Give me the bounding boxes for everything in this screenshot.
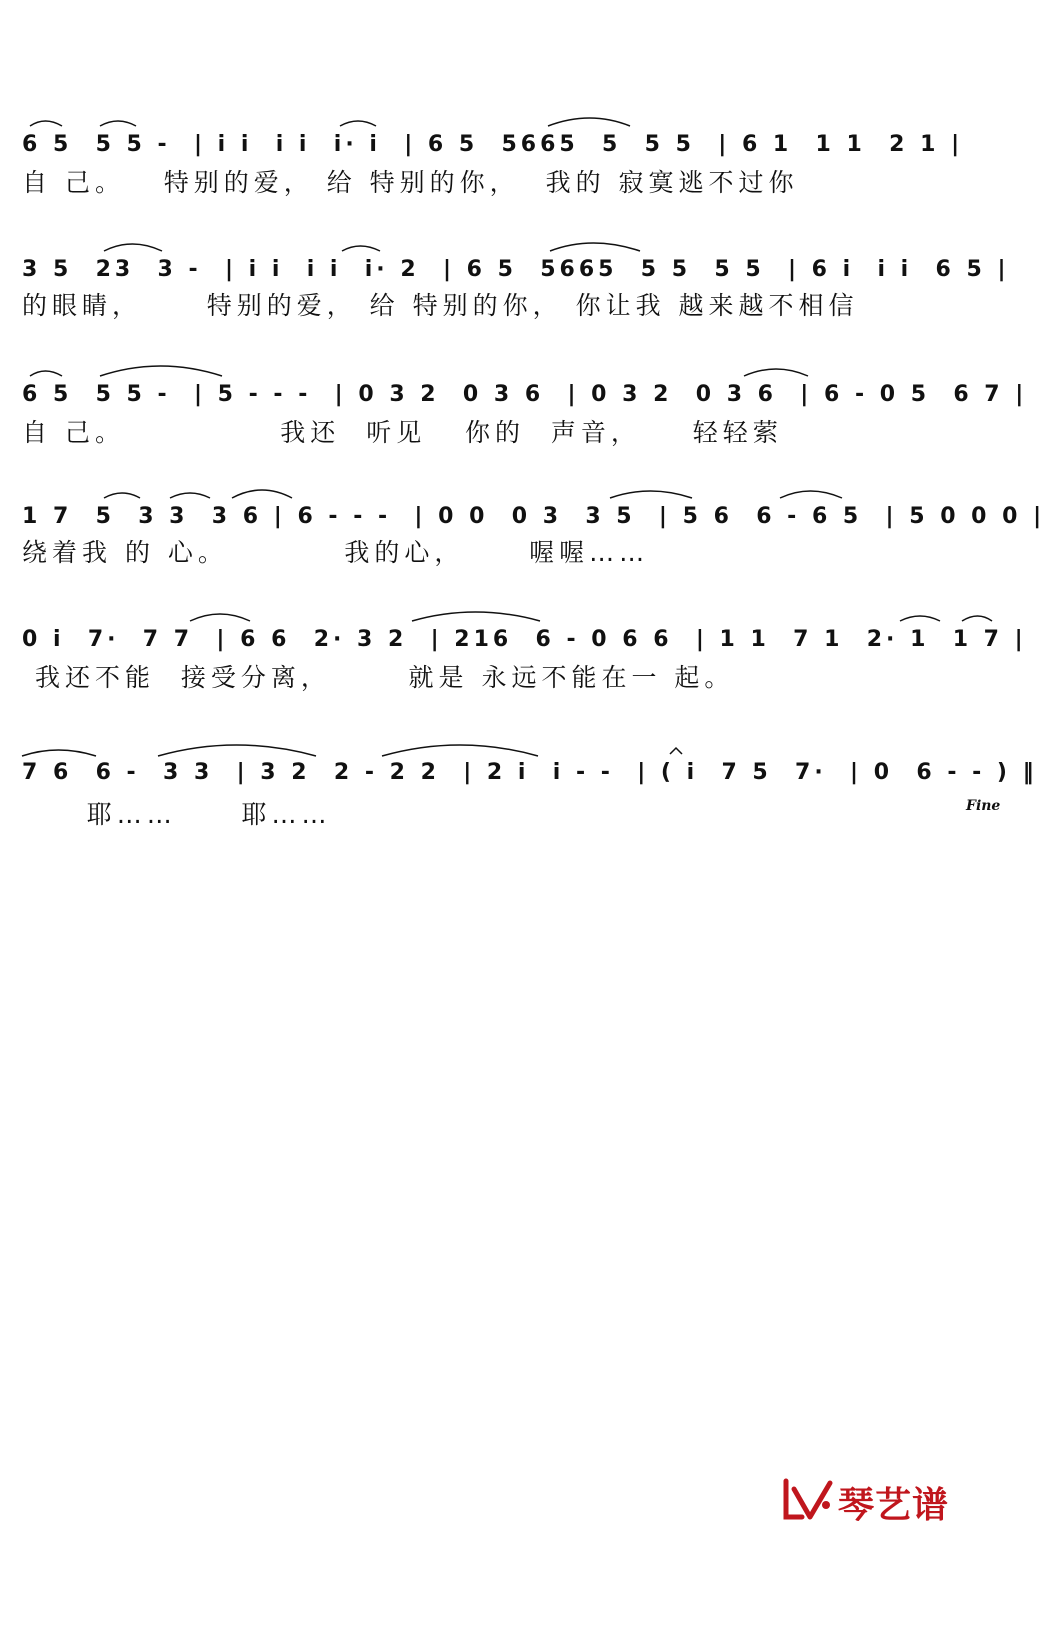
lyrics-line-4: 绕着我 的 心。 我的心， 喔喔…… xyxy=(22,538,650,567)
notes-line-1: 6 5 5 5 - | i i i i i· i | 6 5 5665 5 5 5 | 6 1 1 1 2 1 | xyxy=(22,132,964,157)
slurs-line-5 xyxy=(0,615,1047,705)
lyrics-line-2: 的眼睛， 特别的爱， 给 特别的你， 你让我 越来越不相信 xyxy=(22,291,859,320)
notes-line-3: 6 5 5 5 - | 5 - - - | 0 3 2 0 3 6 | 0 3 2 0 3 6 | 6 - 0 5 6 7 | xyxy=(22,382,1028,407)
lyrics-line-1: 自 己。 特别的爱， 给 特别的你， 我的 寂寞逃不过你 xyxy=(22,168,799,197)
lyrics-line-3: 自 己。 我还 听见 你的 声音， 轻轻萦 xyxy=(22,418,783,447)
watermark-logo xyxy=(780,1475,980,1525)
slurs-line-6 xyxy=(0,740,1047,830)
notes-line-6: 7 6 6 - 3 3 | 3 2 2 - 2 2 | 2 i i - - | ( i 7 5 7· | 0 6 - - ) ‖ xyxy=(22,760,1038,785)
slurs-line-3 xyxy=(0,370,1047,460)
notes-line-4: 1 7 5 3 3 3 6 | 6 - - - | 0 0 0 3 3 5 | 5 6 6 - 6 5 | 5 0 0 0 | xyxy=(22,504,1046,529)
fine-label: Fine xyxy=(966,798,1001,814)
slurs-line-4 xyxy=(0,492,1047,582)
logo-text: 琴艺谱 xyxy=(838,1485,950,1526)
lyrics-line-5: 我还不能 接受分离， 就是 永远不能在一 起。 xyxy=(22,663,735,692)
notes-line-5: 0 i 7· 7 7 | 6 6 2· 3 2 | 216 6 - 0 6 6 | 1 1 7 1 2· 1 1 7 | xyxy=(22,627,1027,652)
slurs-line-2 xyxy=(0,245,1047,335)
notes-line-2: 3 5 23 3 - | i i i i i· 2 | 6 5 5665 5 5 5 5 | 6 i i i 6 5 | xyxy=(22,257,1010,282)
lyrics-line-6: 耶…… 耶…… xyxy=(22,800,332,829)
slurs-line-1 xyxy=(0,120,1047,210)
logo-mark-icon xyxy=(780,1475,836,1525)
